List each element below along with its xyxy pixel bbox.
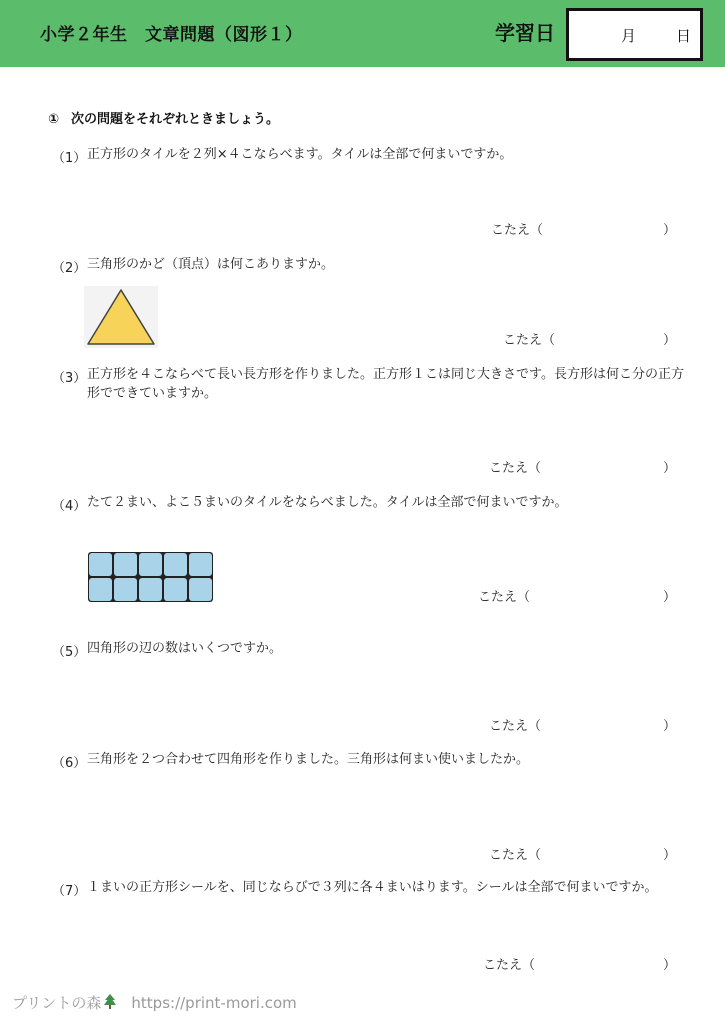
question-text: 正方形を４こならべて長い長方形を作りました。正方形１こは同じ大きさです。長方形は何こ分の正方形でできていますか。 (87, 367, 684, 401)
answer-close-paren: ） (663, 223, 677, 238)
answer-label: こたえ（ (489, 848, 542, 863)
question-number: （1） (52, 151, 87, 166)
answer-label: こたえ（ (483, 958, 536, 973)
instruction-text: 次の問題をそれぞれときましょう。 (71, 112, 280, 127)
site-url-link[interactable]: https://print-mori.com (131, 994, 297, 1012)
tile (164, 578, 187, 601)
answer-field[interactable] (489, 715, 677, 734)
question-text: たて２まい、よこ５まいのタイルをならべました。タイルは全部で何まいですか。 (87, 495, 568, 510)
tile (189, 578, 212, 601)
answer-close-paren: ） (663, 333, 677, 348)
question-number: （6） (52, 756, 87, 771)
question-number: （5） (52, 645, 87, 660)
tile (89, 553, 112, 576)
answer-field[interactable] (491, 219, 677, 238)
tile (114, 578, 137, 601)
tile-grid-icon (88, 552, 213, 602)
answer-label: こたえ（ (503, 333, 556, 348)
question-number: （7） (52, 884, 87, 899)
answer-close-paren: ） (663, 719, 677, 734)
answer-close-paren: ） (663, 590, 677, 605)
question-text: 四角形の辺の数はいくつですか。 (87, 641, 283, 656)
tree-icon (103, 994, 117, 1014)
answer-field[interactable] (489, 457, 677, 476)
answer-close-paren: ） (663, 958, 677, 973)
question-number: （4） (52, 499, 87, 514)
site-name: プリントの森 (12, 994, 102, 1012)
answer-label: こたえ（ (489, 719, 542, 734)
answer-field[interactable] (503, 329, 677, 348)
instruction-line (48, 108, 279, 127)
question-text: 三角形のかど（頂点）は何こありますか。 (87, 257, 335, 272)
question-text: 三角形を２つ合わせて四角形を作りました。三角形は何まい使いましたか。 (87, 752, 530, 767)
question-number: （3） (52, 371, 87, 386)
footer (12, 992, 297, 1014)
tile (89, 578, 112, 601)
question-number: （2） (52, 261, 87, 276)
study-date-label: 学習日 (495, 21, 555, 45)
study-date-box (566, 8, 703, 61)
answer-label: こたえ（ (491, 223, 544, 238)
answer-field[interactable] (483, 954, 677, 973)
header-bar (0, 0, 725, 67)
tile (189, 553, 212, 576)
section-number: ① (48, 112, 60, 127)
tile (164, 553, 187, 576)
answer-close-paren: ） (663, 461, 677, 476)
answer-close-paren: ） (663, 848, 677, 863)
question-text: １まいの正方形シールを、同じならびで３列に各４まいはります。シールは全部で何まいですか。 (87, 880, 658, 895)
tile (139, 578, 162, 601)
tile (114, 553, 137, 576)
worksheet-title: 小学２年生 文章問題（図形１） (40, 25, 303, 45)
triangle-icon (84, 286, 158, 348)
day-label: 日 (676, 27, 692, 45)
tile (139, 553, 162, 576)
question-text: 正方形のタイルを２列×４こならべます。タイルは全部で何まいですか。 (87, 147, 513, 162)
answer-field[interactable] (478, 586, 677, 605)
month-label: 月 (621, 27, 637, 45)
answer-label: こたえ（ (489, 461, 542, 476)
answer-field[interactable] (489, 844, 677, 863)
answer-label: こたえ（ (478, 590, 531, 605)
